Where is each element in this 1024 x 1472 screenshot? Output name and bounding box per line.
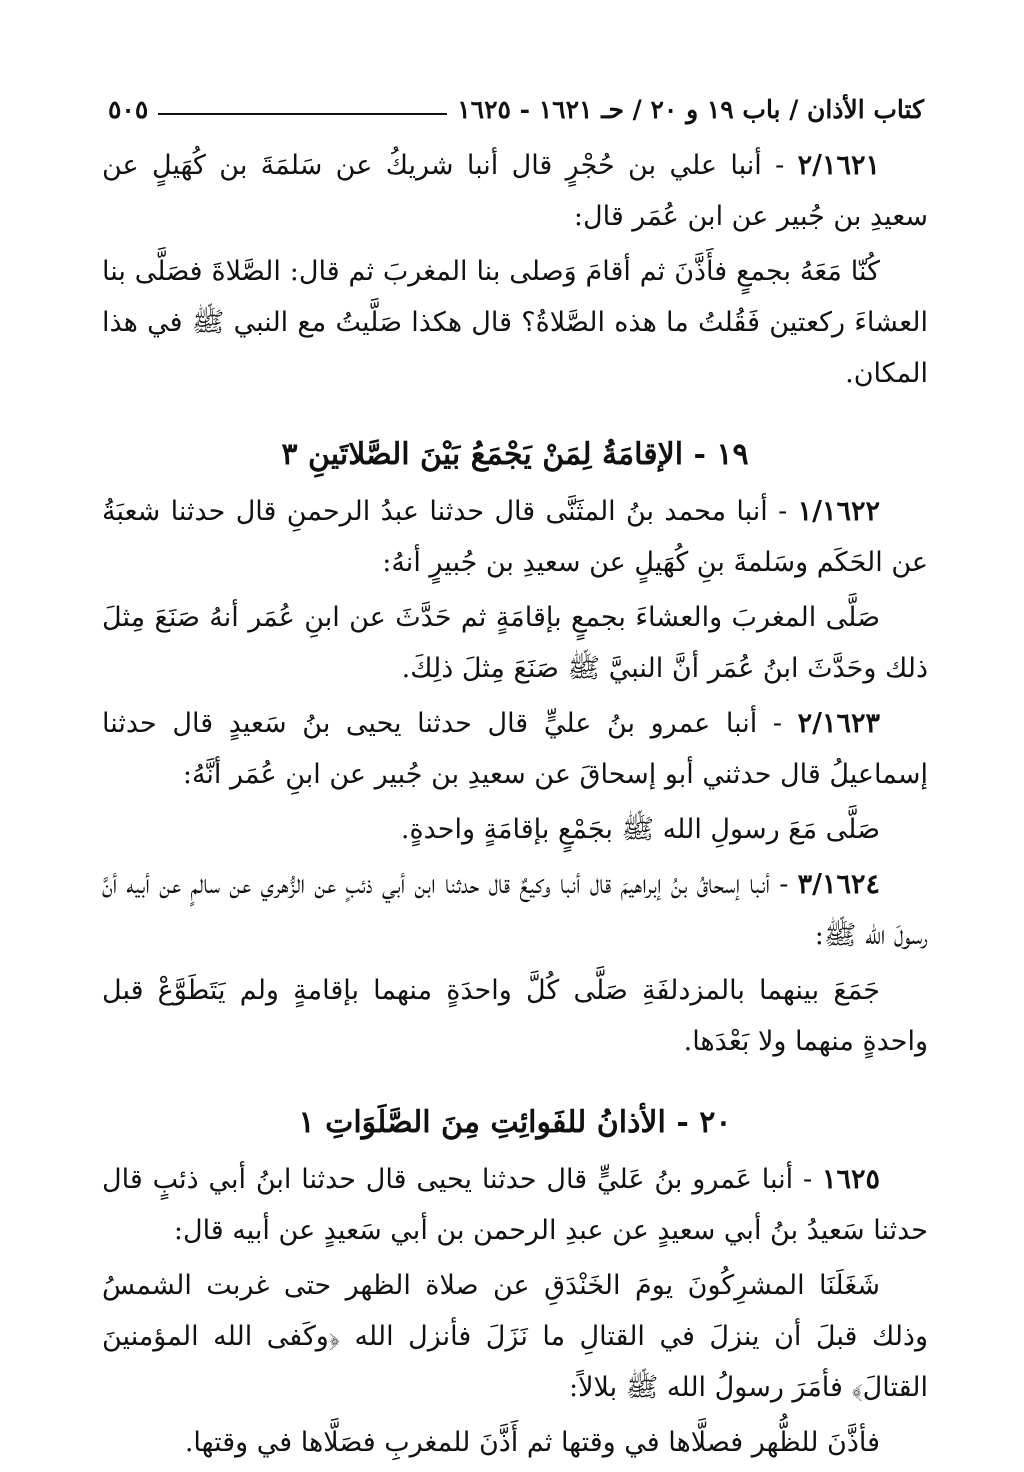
hadith-number: ٣/١٦٢٤ xyxy=(797,869,881,900)
dash-separator: - xyxy=(770,869,789,900)
hadith-number: ٢/١٦٢٣ xyxy=(797,708,880,739)
page-number: ٥٠٥ xyxy=(108,95,149,124)
running-header xyxy=(108,84,924,124)
hadith-1622-chain-paragraph xyxy=(102,486,928,588)
hadith-chain: أنبا علي بن حُجْرٍ قال أنبا شريكُ عن سَلمَةَ بن كُهَيلٍ عن سعيدِ بن جُبير عن ابن عُمَر قال: xyxy=(102,150,928,232)
hadith-chain: أنبا عَمرو بنُ عَليٍّ قال حدثنا يحيى قال حدثنا ابنُ أبي ذئبٍ قال حدثنا سَعيدُ بنُ أبي سعيدٍ عن عبدِ الرحمن بن أبي سَعيدٍ عن أبيه قال: xyxy=(102,1164,928,1246)
header-rule xyxy=(158,113,447,115)
hadith-1625-text-2: فأذَّنَ للظُّهر فصلَّاها في وقتها ثم أَذَّنَ للمغربِ فصَلَّاها في وقتها. xyxy=(184,1427,880,1458)
hadith-number: ١/١٦٢٢ xyxy=(797,496,880,527)
hadith-1625-text-1: شَغَلَنَا المشرِكُونَ يومَ الخَنْدَقِ عن صلاة الظهر حتى غربت الشمسُ وذلك قبلَ أن ينزلَ في القتالِ ما نَزَلَ فأنزل الله ﴿وكَفى الله المؤمنينَ القتالَ﴾ فأمَرَ رسولُ الله ﷺ بلالاً: xyxy=(102,1270,928,1403)
hadith-1624-text: جَمَعَ بينهما بالمزدلفَةِ صَلَّى كُلَّ واحدَةٍ منهما بإقامةٍ ولم يَتَطَوَّعْ قبل واحدةٍ منهما ولا بَعْدَها. xyxy=(102,975,928,1057)
chapter-20-heading: ٢٠ - الأذانُ للفَوائِتِ مِنَ الصَّلَوَاتِ ١ xyxy=(298,1105,732,1140)
hadith-chain: أنبا إسحاقُ بنُ إبراهيمَ قال أنبا وكيعٌ قال حدثنا ابن أبي ذئبٍ عن الزُّهري عن سالمٍ عن أبيه أنَّ رسولَ الله ﷺ: xyxy=(102,869,928,951)
chapter-19-heading: ١٩ - الإقامَةُ لِمَنْ يَجْمَعُ بَيْنَ الصَّلاتَينِ ٣ xyxy=(281,437,749,472)
dash-separator: - xyxy=(793,1164,813,1195)
hadith-chain: أنبا عمرو بنُ عليٍّ قال حدثنا يحيى بنُ سَعيدٍ قال حدثنا إسماعيلُ قال حدثني أبو إسحاقَ عن سعيدِ بن جُبير عن ابنِ عُمَر أنَّهُ: xyxy=(102,708,928,790)
dash-separator: - xyxy=(761,150,785,181)
hadith-number: ٢/١٦٢١ xyxy=(797,150,880,181)
hadith-1621-text: كُنّا مَعَهُ بجمعٍ فأَذَّنَ ثم أقامَ وَصلى بنا المغربَ ثم قال: الصَّلاةَ فصَلَّى بنا العشاءَ ركعتين فَقُلتُ ما هذه الصَّلاةُ؟ قال هكذا صَلَّيتُ مع النبي ﷺ في هذا المكان. xyxy=(102,256,928,389)
hadith-1625-chain-paragraph xyxy=(102,1154,928,1256)
hadith-1624-chain-paragraph xyxy=(102,859,928,961)
page-body xyxy=(102,140,928,1472)
header-title: كتاب الأذان / باب ١٩ و ٢٠ / حـ ١٦٢١ - ١٦٢٥ xyxy=(457,95,924,124)
hadith-1622-text: صَلَّى المغربَ والعشاءَ بجمعٍ بإقامَةٍ ثم حَدَّثَ عن ابنِ عُمَر أنهُ صَنَعَ مِثلَ ذلك وحَدَّثَ ابنُ عُمَر أنَّ النبيَّ ﷺ صَنَعَ مِثلَ ذلِكَ. xyxy=(102,602,928,684)
hadith-chain: أنبا محمد بنُ المثَنَّى قال حدثنا عبدُ الرحمنِ قال حدثنا شعبَةُ عن الحَكَم وسَلمةَ بنِ كُهَيلٍ عن سعيدِ بن جُبيرٍ أنهُ: xyxy=(102,496,928,578)
hadith-1621-chain-paragraph xyxy=(102,140,928,242)
hadith-1623-text: صَلَّى مَعَ رسولِ الله ﷺ بجَمْعٍ بإقامَةٍ واحدةٍ. xyxy=(400,814,880,845)
dash-separator: - xyxy=(767,496,788,527)
hadith-1623-chain-paragraph xyxy=(102,698,928,800)
hadith-number: ١٦٢٥ xyxy=(821,1164,880,1195)
dash-separator: - xyxy=(757,708,783,739)
